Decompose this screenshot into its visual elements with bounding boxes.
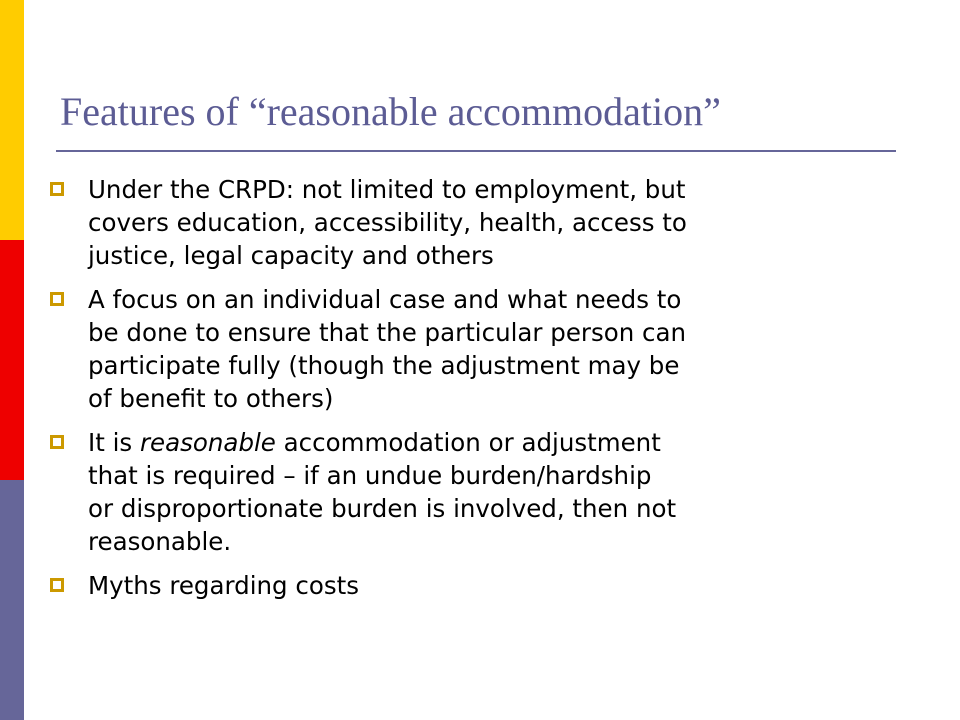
bullet-line: participate fully (though the adjustment may be: [88, 351, 680, 380]
bullet-line: A focus on an individual case and what needs to: [88, 285, 682, 314]
side-bar-red: [0, 240, 24, 480]
bullet-line: be done to ensure that the particular person can: [88, 318, 687, 347]
bullet-line: justice, legal capacity and others: [88, 241, 494, 270]
bullet-line: of benefit to others): [88, 384, 334, 413]
title-underline: [56, 150, 896, 152]
bullet-line: Myths regarding costs: [88, 571, 359, 600]
emphasized-word: reasonable: [139, 428, 276, 457]
side-bar-yellow: [0, 0, 24, 240]
side-bar-purple: [0, 480, 24, 720]
bullet-item-crpd-scope: [48, 173, 898, 272]
bullet-text-prefix: It is: [88, 428, 140, 457]
bullet-line: that is required – if an undue burden/hardship: [88, 461, 652, 490]
bullet-item-myths: [48, 569, 898, 602]
bullet-item-individual-case: [48, 283, 898, 415]
square-bullet-icon: [50, 182, 64, 196]
bullet-list: [48, 173, 898, 613]
bullet-line: covers education, accessibility, health, access to: [88, 208, 687, 237]
bullet-line: [88, 426, 898, 459]
bullet-text-suffix: accommodation or adjustment: [275, 428, 661, 457]
square-bullet-icon: [50, 578, 64, 592]
bullet-item-reasonable: [48, 426, 898, 558]
square-bullet-icon: [50, 435, 64, 449]
bullet-line: reasonable.: [88, 527, 232, 556]
square-bullet-icon: [50, 292, 64, 306]
slide-title: Features of “reasonable accommodation”: [60, 89, 721, 134]
bullet-line: Under the CRPD: not limited to employment, but: [88, 175, 686, 204]
bullet-line: or disproportionate burden is involved, then not: [88, 494, 677, 523]
